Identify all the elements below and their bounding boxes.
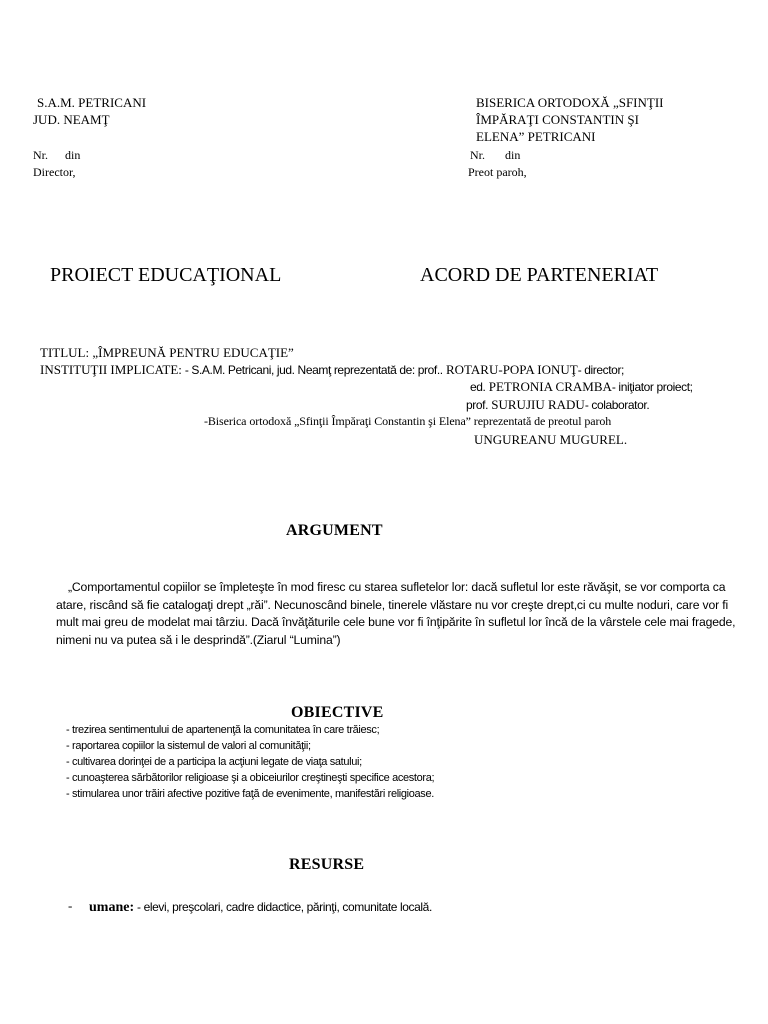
- church-din-label: din: [505, 148, 521, 162]
- resources-human-text: - elevi, preşcolari, cadre didactice, părinţi, comunitate locală.: [134, 900, 432, 914]
- church-name-line3: ELENA” PETRICANI: [476, 129, 596, 144]
- collaborator-prefix: prof.: [466, 398, 489, 412]
- collaborator-role: - colaborator.: [584, 398, 650, 412]
- institution-school-text: - S.A.M. Petricani, jud. Neamţ reprezentată de: prof..: [181, 363, 443, 377]
- partnership-title: ACORD DE PARTENERIAT: [420, 264, 659, 286]
- director-name: ROTARU-POPA IONUŢ: [445, 362, 578, 377]
- institutions-line: [40, 361, 624, 379]
- argument-text: „Comportamentul copiilor se împleteşte în mod firesc cu starea sufletelor lor: dacă sufletul lor este răvăşit, se vor comporta ca atare, riscând să fie catalogaţi drept „răi”. Necunoscând binele, tinerele vlăstare nu vor creşte drept,ci cu multe noduri, care vor fi mult mai greu de modelat mai târziu. Dacă învăţăturile cele bune vor fi înţipărite în sufletul lor încă de la vârstele cele mai fragede, nimeni nu va putea să i le desprindă”.(Ziarul “Lumina”): [56, 580, 736, 647]
- objective-item: - cultivarea dorinţei de a participa la acţiuni legate de viaţa satului;: [66, 756, 362, 768]
- institutions-label: INSTITUŢII IMPLICATE:: [40, 362, 182, 377]
- initiator-line: [470, 378, 693, 396]
- project-title-line: TITLUL: „ÎMPREUNĂ PENTRU EDUCAŢIE”: [40, 345, 294, 360]
- school-county: JUD. NEAMŢ: [33, 112, 110, 127]
- objective-item: - raportarea copiilor la sistemul de valori al comunităţii;: [66, 740, 311, 752]
- director-role: - director;: [577, 363, 624, 377]
- resources-heading: RESURSE: [289, 856, 365, 873]
- objective-item: - trezirea sentimentului de apartenenţă la comunitatea în care trăiesc;: [66, 724, 380, 736]
- initiator-role: - iniţiator proiect;: [611, 380, 693, 394]
- collaborator-line: [466, 396, 649, 414]
- church-name-line1: BISERICA ORTODOXĂ „SFINŢII: [476, 95, 664, 110]
- school-din-label: din: [65, 148, 81, 162]
- project-title: PROIECT EDUCAŢIONAL: [50, 264, 282, 286]
- collaborator-name: SURUJIU RADU: [491, 397, 585, 412]
- initiator-name: PETRONIA CRAMBA: [488, 379, 612, 394]
- church-nr-label: Nr.: [470, 148, 485, 162]
- resources-bullet: -: [68, 898, 73, 913]
- objective-item: - cunoaşterea sărbătorilor religioase şi a obiceiurilor creştineşti specifice acestora;: [66, 772, 435, 784]
- resources-human-label: umane:: [89, 900, 135, 915]
- priest-name: UNGUREANU MUGUREL.: [474, 432, 628, 447]
- church-priest-label: Preot paroh,: [468, 165, 527, 179]
- institution-church-text: -Biserica ortodoxă „Sfinţii Împăraţi Constantin şi Elena” reprezentată de preotul paroh: [204, 414, 612, 428]
- school-nr-label: Nr.: [33, 148, 48, 162]
- objective-item: - stimularea unor trăiri afective pozitive faţă de evenimente, manifestări religioase.: [66, 788, 434, 800]
- church-name-line2: ÎMPĂRAŢI CONSTANTIN ŞI: [476, 112, 639, 127]
- initiator-prefix: ed.: [470, 380, 486, 394]
- argument-heading: ARGUMENT: [286, 522, 383, 539]
- resources-human-line: [89, 898, 432, 916]
- objectives-list: [66, 722, 434, 802]
- school-director-label: Director,: [33, 165, 76, 179]
- school-name: S.A.M. PETRICANI: [37, 95, 147, 110]
- objectives-heading: OBIECTIVE: [291, 704, 384, 721]
